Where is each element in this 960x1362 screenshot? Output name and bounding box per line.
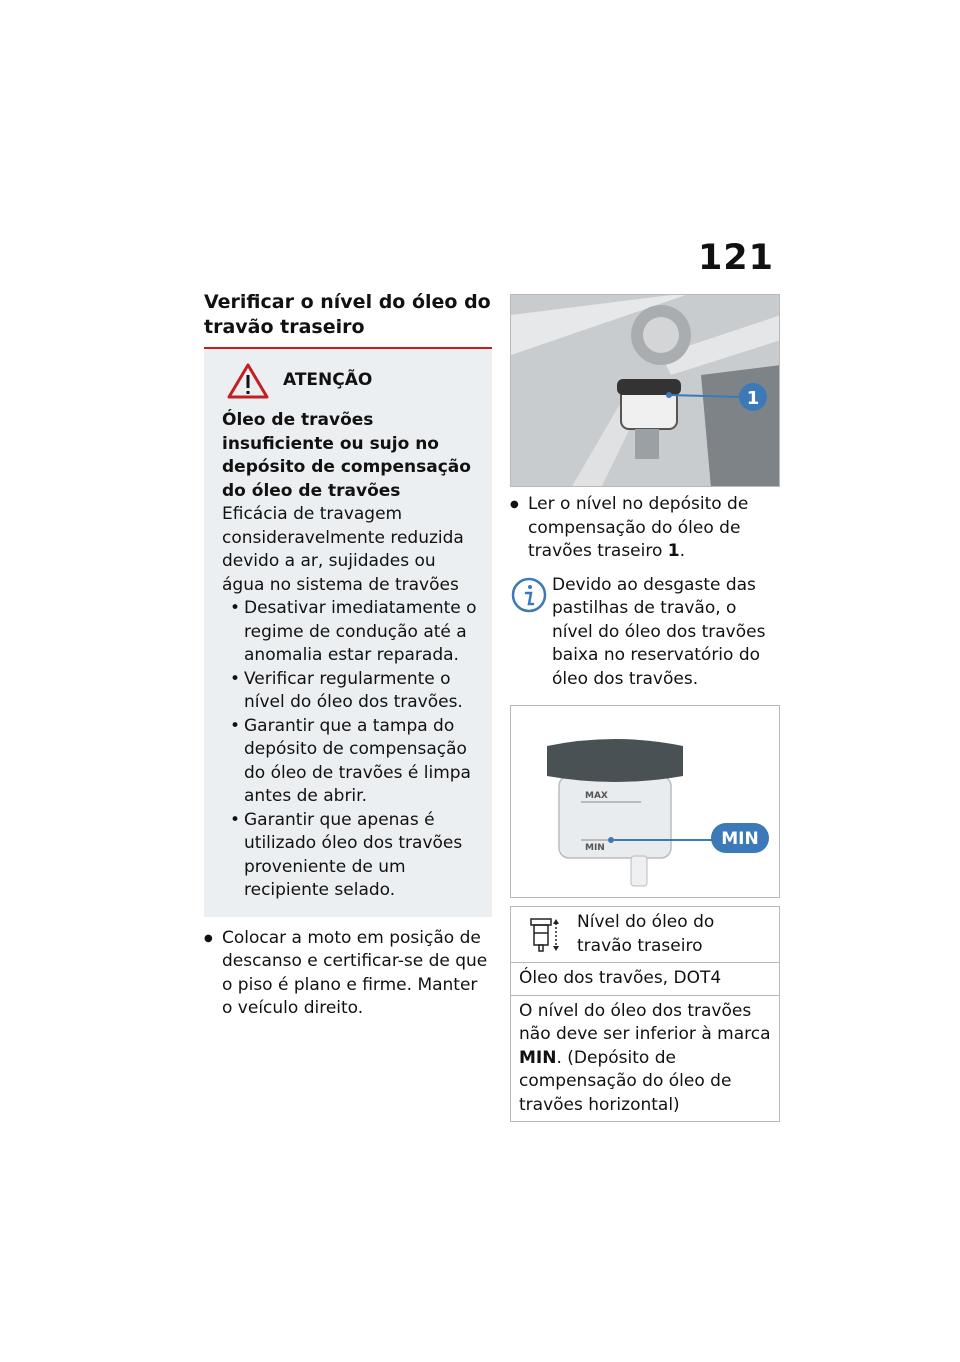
min-mark: MIN [585,843,605,853]
spec-title-cell [511,907,780,963]
left-action-list [204,927,492,1021]
warning-list [222,597,482,903]
spec-title: Nível do óleo do travão traseiro [577,912,715,956]
max-mark: MAX [585,791,608,801]
right-action-list [510,493,780,564]
motorcycle-frame-illustration [511,295,780,487]
warning-subtitle: Óleo de travões insuficiente ou sujo no depósito de compensação do óleo de travões [222,410,471,501]
callout-ref: 1 [667,541,680,561]
callout-1: 1 [746,388,760,409]
list-item: ● Colocar a moto em posição de descanso e certificar-se de que o piso é plano e firme. Manter o veículo direito. [204,927,492,1021]
min-callout: MIN [721,829,759,849]
reservoir-level-photo [510,705,780,898]
info-icon [510,576,548,614]
list-item: • Garantir que apenas é utilizado óleo dos travões proveniente de um recipiente selado. [222,809,482,903]
right-column [510,294,780,1122]
list-item: • Verificar regularmente o nível do óleo dos travões. [222,668,482,715]
warning-triangle-icon [227,363,269,399]
spec-note-cell [511,995,780,1122]
list-item: • Garantir que a tampa do depósito de compensação do óleo de travões é limpa antes de abrir. [222,715,482,809]
warning-label: ATENÇÃO [283,370,373,391]
spec-note-post: . (Depósito de compensação do óleo de travões horizontal) [519,1047,732,1115]
spec-fluid: Óleo dos travões, DOT4 [511,963,780,996]
warning-header [227,363,482,399]
list-item [510,493,780,564]
reservoir-illustration [511,706,779,897]
warning-text: Eficácia de travagem consideravelmente reduzida devido a ar, sujidades ou água no sistema de travões [222,504,464,595]
section-title: Verificar o nível do óleo do travão traseiro [204,290,492,349]
action-end: . [679,541,686,561]
page-number: 121 [697,238,774,278]
left-column [204,290,492,1021]
info-note [510,574,780,692]
spec-note-pre: O nível do óleo dos travões não deve ser inferior à marca [519,1000,771,1044]
info-text: Devido ao desgaste das pastilhas de travão, o nível do óleo dos travões baixa no reservatório do óleo dos travões. [552,574,766,689]
action-text: Ler o nível no depósito de compensação do óleo de travões traseiro [528,494,749,561]
spec-note-bold: MIN [519,1047,557,1068]
warning-box [204,349,492,917]
brake-fluid-level-icon [525,915,565,955]
spec-table [510,906,780,1122]
list-item: • Desativar imediatamente o regime de condução até a anomalia estar reparada. [222,597,482,668]
rear-reservoir-photo [510,294,780,487]
